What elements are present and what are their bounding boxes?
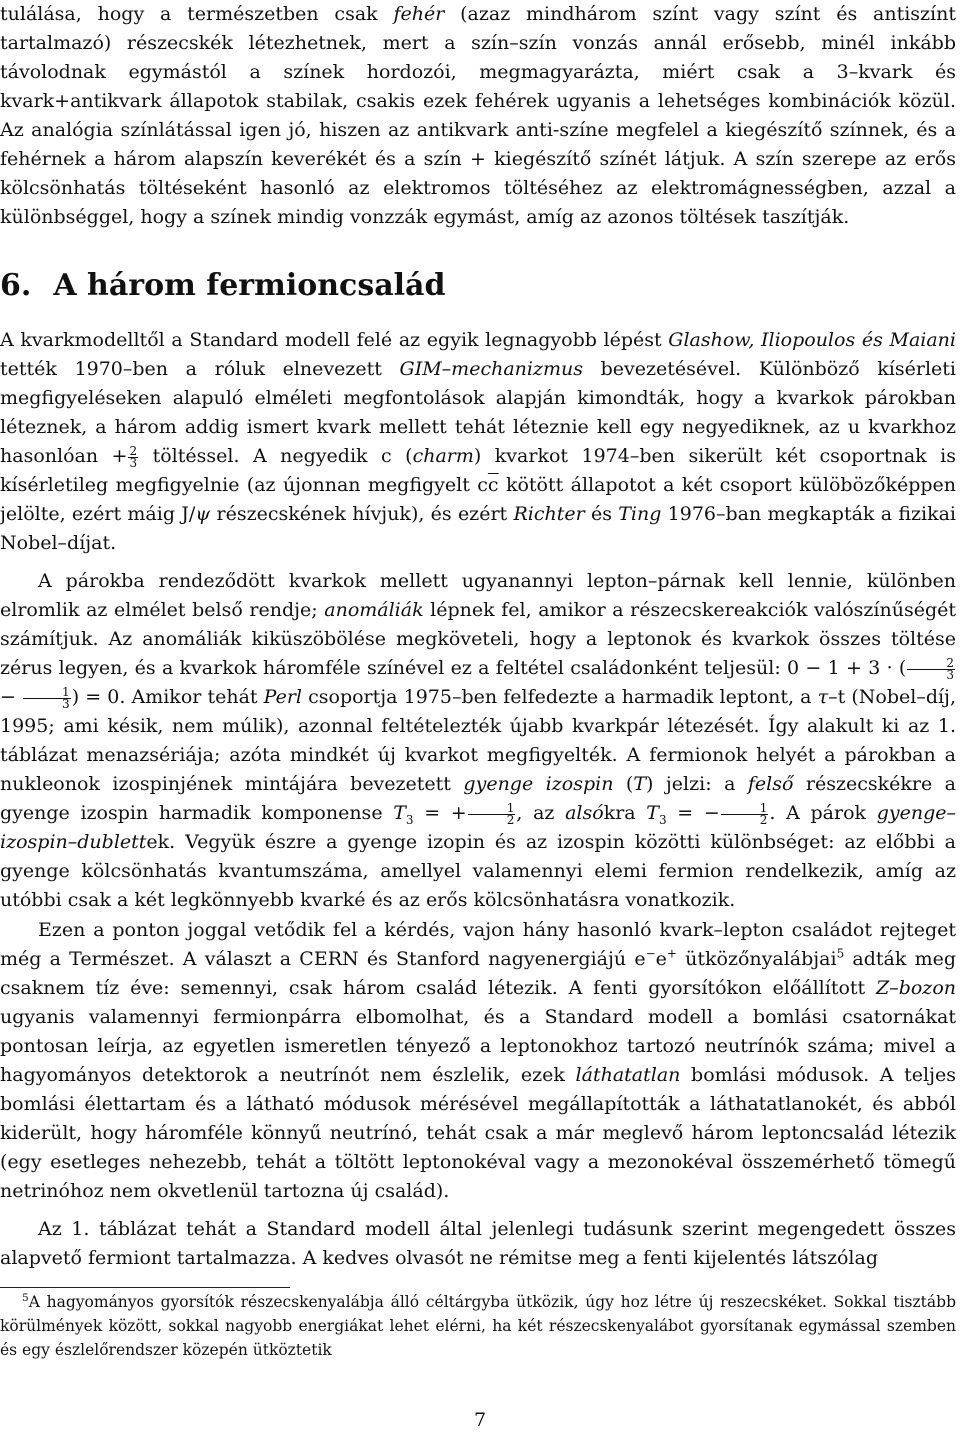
section-title: A három fermioncsalád	[53, 268, 446, 303]
text-run: tették 1970–ben a róluk elnevezett	[0, 358, 400, 380]
text-run: . A párok	[769, 802, 877, 824]
emphasis: Perl	[263, 686, 302, 708]
text-run: és	[584, 503, 619, 525]
footnote-mark: 5	[22, 1292, 29, 1304]
text-run: A kvarkmodelltől a Standard modell felé az egyik legnagyobb lépést	[0, 329, 669, 351]
emphasis: alsó	[565, 802, 604, 824]
text-run: A párokba rendeződött kvarkok mellett ugyanannyi lepton–párnak kell lennie, különben elromlik az elmélet belső rendje;	[0, 570, 956, 621]
emphasis: Z–bozon	[876, 977, 956, 999]
text-run: kra	[603, 802, 647, 824]
paragraph-summary	[0, 1215, 956, 1273]
math-symbol: τ	[817, 686, 829, 708]
text-run: Az 1. táblázat tehát a Standard modell által jelenlegi tudásunk szerint megengedett összes alapvető fermiont tartalmazza. A kedves olvasót ne rémitse meg a fenti kijelentés látszólag	[0, 1218, 956, 1269]
text-run: ugyanis valamennyi fermionpárra elbomolhat, és a Standard modell a bomlási csatornákat pontosan leírja, az egyetlen ismeretlen tényező a leptonokhoz tartozó neutrínók száma; mivel a hagyományos detektorok a neutrínót nem észlelik, ezek	[0, 1006, 956, 1086]
text-run: 1976–ban megkapták a fizikai Nobel–díjat.	[0, 503, 956, 554]
text-run: bevezetésével. Különböző kísérleti megfigyeléseken alapuló elméleti megfontolások alapján kimondták, hogy a kvarkok párokban léteznek, a három addig ismert kvark mellett tehát léteznie kell egy negyediknek, az u kvarkhoz hasonlóan +	[0, 358, 956, 467]
paragraph-leptons	[0, 567, 956, 915]
emphasis: Ting	[618, 503, 662, 525]
denominator: 3	[946, 667, 954, 682]
denominator: 2	[759, 812, 768, 827]
text-run: ) jelzi: a	[646, 773, 748, 795]
section-number: 6.	[0, 268, 32, 303]
footnote	[0, 1290, 956, 1362]
superscript: −	[645, 946, 656, 961]
text-run: = +	[413, 802, 467, 824]
text-run: −	[0, 686, 23, 708]
numerator: 2	[907, 658, 955, 670]
emphasis: GIM–mechanizmus	[399, 358, 583, 380]
emphasis: gyenge izospin	[463, 773, 614, 795]
superscript: +	[666, 946, 677, 961]
text-run: kötött állapotot a két csoport külöbözőképpen jelölte, ezért máig J/	[0, 474, 957, 525]
denominator: 3	[62, 696, 70, 711]
emphasis: anomáliák	[324, 599, 424, 621]
text-run: –t (Nobel–díj, 1995; ami késik, nem múlik), azonnal feltételezték újabb kvarkpár létezését. Így alakult ki az 1. táblázat menazsériája; azóta mindkét új kvarkot megfigyelték. A fermionok helyét a párokban a nukleonok izospinjének mintájára bevezetett	[0, 686, 956, 795]
emphasis: gyenge–izospin–dublett	[0, 802, 956, 853]
emphasis: felső	[747, 773, 794, 795]
numerator: 1	[23, 687, 71, 699]
footnote-reference[interactable]: 5	[836, 946, 845, 961]
math-symbol: T	[393, 802, 406, 824]
text-run: ) = 0. Amikor tehát	[71, 686, 264, 708]
numerator: 2	[129, 443, 138, 458]
subscript: 3	[405, 812, 414, 827]
anti-quark-symbol: $\overline{c}$	[487, 474, 499, 496]
math-symbol: T	[646, 802, 659, 824]
text-run: csoportja 1975–ben felfedezte a harmadik leptont, a	[302, 686, 818, 708]
text-run: = −	[666, 802, 720, 824]
fraction	[23, 684, 71, 711]
paragraph-gim	[0, 326, 956, 558]
emphasis: Richter	[513, 503, 585, 525]
numerator: 1	[721, 803, 769, 815]
footnote-divider	[0, 1287, 290, 1288]
emphasis: fehér	[393, 3, 445, 25]
emphasis: Glashow, Iliopoulos és Maiani	[668, 329, 956, 351]
paragraph-families	[0, 916, 956, 1206]
math-symbol: ψ	[195, 503, 211, 525]
text-run: részecskékre a gyenge izospin harmadik komponense	[0, 773, 957, 824]
math-symbol: T	[633, 773, 647, 795]
emphasis: láthatatlan	[575, 1064, 681, 1086]
text-run: (azaz mindhárom színt vagy színt és antiszínt tartalmazó) részecskék létezhetnek, mert a szín–szín vonzás annál erősebb, minél inkább távolodnak egymástól a színek hordozói, megmagyarázta, miért csak a 3–kvark és kvark+antikvark állapotok stabilak, csakis ezek fehérek ugyanis a lehetséges kombinációk közül. Az analógia színlátással igen jó, hiszen az antikvark anti-színe megfelel a kiegészítő színnek, és a fehérnek a három alapszín keverékét és a szín + kiegészítő színét látjuk. A szín szerepe az erős kölcsönhatás töltéseként hasonló az elektromos töltéséhez az elektromágnességben, azzal a különbséggel, hogy a színek mindig vonzzák egymást, amíg az azonos töltések taszítják.	[0, 3, 956, 228]
text-run: ek. Vegyük észre a gyenge izopin és az izospin közötti különbséget: az előbbi a gyenge kölcsönhatás kvantumszáma, amellyel valamennyi elemi fermion rendelkezik, amíg az utóbbi csak a két legkönnyebb kvarké és az erős kölcsönhatásra vonatkozik.	[0, 831, 956, 911]
text-run: tulálása, hogy a természetben csak	[0, 3, 394, 25]
fraction	[128, 443, 138, 470]
page-number: 7	[473, 1409, 487, 1431]
denominator: 3	[129, 455, 138, 470]
text-run: bomlási módusok. A teljes bomlási élettartam és a látható módusok mérésével megállapították a láthatatlanokét, és abból kiderült, hogy háromféle könnyű neutrínó, tehát csak a már meglevő három leptoncsalád létezik (egy esetleges nehezebb, tehát a töltött leptonokéval vagy a mezonokéval összemérhető tömegű netrinóhoz nem okvetlenül tartozna új család).	[0, 1064, 956, 1202]
subscript: 3	[658, 812, 667, 827]
text-run: ) kvarkot 1974–ben sikerült két csoportnak is kísérletileg megfigyelnie (az újonnan megfigyelt c	[0, 445, 956, 496]
emphasis: charm	[412, 445, 474, 467]
text-run: , az	[516, 802, 566, 824]
paragraph-intro	[0, 0, 956, 232]
text-run: e	[655, 948, 667, 970]
numerator: 1	[468, 803, 516, 815]
text-run: adták meg csaknem tíz éve: semennyi, csak három család létezik. A fenti gyorsítókon előállított	[0, 948, 956, 999]
footnote-text: A hagyományos gyorsítók részecskenyalábja álló céltárgyba ütközik, úgy hoz létre új reszecskéket. Sokkal tisztább körülmények között, sokkal nagyobb energiákat lehet elérni, ha két részecskenyalábot gyorsítanak egymással szemben és egy észlelőrendszer közepén ütköztetik	[0, 1293, 956, 1359]
fraction	[468, 800, 516, 827]
text-run: lépnek fel, amikor a részecskereakciók valószínűségét számítjuk. Az anomáliák kiküszöbölése megköveteli, hogy a leptonok és kvarkok összes töltése zérus legyen, és a kvarkok háromféle színével ez a feltétel családonként teljesül: 0 − 1 + 3 · (	[0, 599, 956, 679]
fraction	[721, 800, 769, 827]
fraction	[907, 655, 955, 682]
text-run: töltéssel. A negyedik c (	[139, 445, 413, 467]
denominator: 2	[506, 812, 515, 827]
text-run: részecskének hívjuk), és ezért	[210, 503, 514, 525]
section-heading	[0, 268, 445, 304]
text-run: ütközőnyalábjai	[676, 948, 837, 970]
text-run: (	[613, 773, 634, 795]
text-run: Ezen a ponton joggal vetődik fel a kérdés, vajon hány hasonló kvark–lepton családot rejteget még a Természet. A választ a CERN és Stanford nagyenergiájú e	[0, 919, 956, 970]
